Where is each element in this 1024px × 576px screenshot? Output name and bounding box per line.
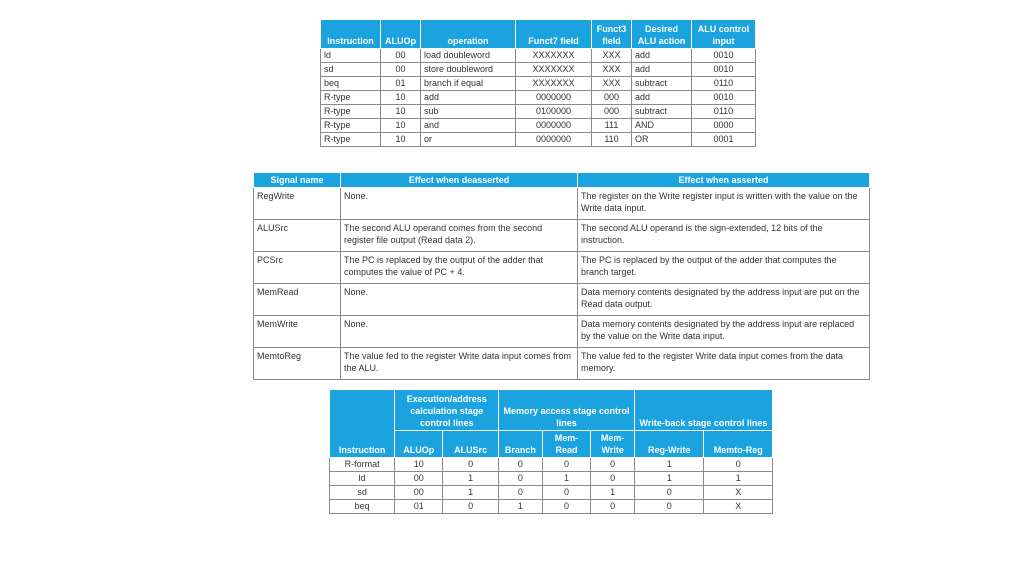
table-cell: Data memory contents designated by the address input are replaced by the value on the Write data input. <box>578 316 870 348</box>
table-cell: 0110 <box>692 105 756 119</box>
table-cell: 00 <box>381 63 421 77</box>
alusrc-subheader: ALUSrc <box>443 431 499 458</box>
table-row <box>254 252 870 284</box>
alu-control-table <box>320 19 756 147</box>
table-cell: subtract <box>632 105 692 119</box>
table-cell: ALUSrc <box>254 220 341 252</box>
table-cell: 0100000 <box>516 105 592 119</box>
table-cell: 1 <box>443 486 499 500</box>
table-cell: 0 <box>591 472 635 486</box>
pipeline-group-header-row <box>330 390 773 431</box>
control-signals-header-row <box>254 173 870 188</box>
alu-control-header-cell: Funct3 field <box>592 20 632 49</box>
control-signals-header-cell: Effect when deasserted <box>341 173 578 188</box>
table-cell: 0 <box>591 458 635 472</box>
table-row <box>321 119 756 133</box>
table-cell: 10 <box>395 458 443 472</box>
alu-control-header-cell: ALUOp <box>381 20 421 49</box>
instruction-header: Instruction <box>330 390 395 458</box>
table-cell: None. <box>341 284 578 316</box>
table-row <box>330 472 773 486</box>
table-cell: AND <box>632 119 692 133</box>
table-cell: X <box>704 500 773 514</box>
table-cell: 0 <box>591 500 635 514</box>
table-cell: 1 <box>542 472 591 486</box>
writeback-group-header: Write-back stage control lines <box>634 390 772 431</box>
table-cell: store doubleword <box>421 63 516 77</box>
table-cell: 0 <box>499 458 543 472</box>
table-cell: 1 <box>443 472 499 486</box>
table-cell: 1 <box>634 472 704 486</box>
table-cell: sd <box>321 63 381 77</box>
control-signals-header-cell: Signal name <box>254 173 341 188</box>
table-cell: add <box>632 49 692 63</box>
table-cell: add <box>632 91 692 105</box>
table-cell: The value fed to the register Write data input comes from the ALU. <box>341 348 578 380</box>
alu-control-header-cell: Instruction <box>321 20 381 49</box>
table-cell: 10 <box>381 119 421 133</box>
table-cell: XXX <box>592 49 632 63</box>
control-signals-table <box>253 172 870 380</box>
table-cell: 0 <box>542 486 591 500</box>
table-cell: R-type <box>321 91 381 105</box>
table-cell: 10 <box>381 105 421 119</box>
table-cell: or <box>421 133 516 147</box>
table-cell: 01 <box>395 500 443 514</box>
memread-subheader: Mem-Read <box>542 431 591 458</box>
table-cell: Data memory contents designated by the address input are put on the Read data output. <box>578 284 870 316</box>
table-cell: OR <box>632 133 692 147</box>
table-row <box>254 188 870 220</box>
table-cell: 00 <box>395 486 443 500</box>
aluop-subheader: ALUOp <box>395 431 443 458</box>
alu-control-header-cell: ALU control input <box>692 20 756 49</box>
table-cell: 10 <box>381 91 421 105</box>
table-cell: X <box>704 486 773 500</box>
control-signals-body <box>254 188 870 380</box>
table-cell: RegWrite <box>254 188 341 220</box>
table-row <box>321 91 756 105</box>
table-cell: 0000000 <box>516 133 592 147</box>
alu-control-header-cell: operation <box>421 20 516 49</box>
pipeline-control-table <box>329 389 773 514</box>
table-cell: load doubleword <box>421 49 516 63</box>
memtoreg-subheader: Memto-Reg <box>704 431 773 458</box>
table-cell: ld <box>321 49 381 63</box>
alu-control-header-row <box>321 20 756 49</box>
table-cell: XXXXXXX <box>516 49 592 63</box>
table-cell: sub <box>421 105 516 119</box>
table-cell: 0 <box>542 458 591 472</box>
table-cell: MemRead <box>254 284 341 316</box>
table-cell: R-type <box>321 119 381 133</box>
table-cell: 0 <box>499 486 543 500</box>
table-cell: 0000000 <box>516 91 592 105</box>
table-cell: The register on the Write register input is written with the value on the Write data input. <box>578 188 870 220</box>
table-cell: 1 <box>704 472 773 486</box>
table-cell: 110 <box>592 133 632 147</box>
table-cell: R-format <box>330 458 395 472</box>
table-cell: 10 <box>381 133 421 147</box>
table-cell: XXX <box>592 63 632 77</box>
table-row <box>321 133 756 147</box>
table-cell: 0 <box>634 486 704 500</box>
table-row <box>321 63 756 77</box>
control-signals-header-cell: Effect when asserted <box>578 173 870 188</box>
table-cell: 0 <box>704 458 773 472</box>
branch-subheader: Branch <box>499 431 543 458</box>
table-row <box>321 49 756 63</box>
table-cell: MemtoReg <box>254 348 341 380</box>
table-cell: The second ALU operand is the sign-extended, 12 bits of the instruction. <box>578 220 870 252</box>
table-cell: 0 <box>542 500 591 514</box>
table-row <box>321 77 756 91</box>
execution-group-header: Execution/address calculation stage control lines <box>395 390 499 431</box>
table-cell: subtract <box>632 77 692 91</box>
table-cell: 0 <box>443 458 499 472</box>
table-cell: ld <box>330 472 395 486</box>
table-cell: None. <box>341 316 578 348</box>
table-cell: 0 <box>634 500 704 514</box>
table-cell: 0 <box>443 500 499 514</box>
table-row <box>254 284 870 316</box>
table-cell: 0010 <box>692 49 756 63</box>
table-cell: 0 <box>499 472 543 486</box>
table-row <box>330 458 773 472</box>
table-cell: PCSrc <box>254 252 341 284</box>
table-cell: add <box>632 63 692 77</box>
table-row <box>254 348 870 380</box>
table-cell: XXX <box>592 77 632 91</box>
table-cell: branch if equal <box>421 77 516 91</box>
table-cell: add <box>421 91 516 105</box>
table-cell: The PC is replaced by the output of the adder that computes the branch target. <box>578 252 870 284</box>
table-cell: 1 <box>634 458 704 472</box>
table-row <box>330 500 773 514</box>
table-cell: None. <box>341 188 578 220</box>
table-cell: 01 <box>381 77 421 91</box>
memwrite-subheader: Mem-Write <box>591 431 635 458</box>
table-cell: The second ALU operand comes from the second register file output (Read data 2). <box>341 220 578 252</box>
memory-group-header: Memory access stage control lines <box>499 390 635 431</box>
alu-control-header-cell: Desired ALU action <box>632 20 692 49</box>
table-cell: 111 <box>592 119 632 133</box>
table-row <box>254 220 870 252</box>
table-cell: 0000 <box>692 119 756 133</box>
table-cell: 0010 <box>692 63 756 77</box>
table-cell: R-type <box>321 105 381 119</box>
table-cell: 00 <box>381 49 421 63</box>
table-cell: sd <box>330 486 395 500</box>
table-cell: 00 <box>395 472 443 486</box>
table-cell: 0000000 <box>516 119 592 133</box>
table-row <box>330 486 773 500</box>
table-row <box>321 105 756 119</box>
table-cell: The PC is replaced by the output of the adder that computes the value of PC + 4. <box>341 252 578 284</box>
table-cell: R-type <box>321 133 381 147</box>
regwrite-subheader: Reg-Write <box>634 431 704 458</box>
alu-control-body <box>321 49 756 147</box>
table-cell: MemWrite <box>254 316 341 348</box>
table-cell: 0001 <box>692 133 756 147</box>
table-cell: beq <box>321 77 381 91</box>
pipeline-subheader-row <box>330 431 773 458</box>
table-cell: 0110 <box>692 77 756 91</box>
table-cell: beq <box>330 500 395 514</box>
table-row <box>254 316 870 348</box>
alu-control-header-cell: Funct7 field <box>516 20 592 49</box>
table-cell: XXXXXXX <box>516 63 592 77</box>
table-cell: 1 <box>499 500 543 514</box>
table-cell: 000 <box>592 105 632 119</box>
table-cell: and <box>421 119 516 133</box>
table-cell: 000 <box>592 91 632 105</box>
pipeline-control-body <box>330 458 773 514</box>
table-cell: 1 <box>591 486 635 500</box>
table-cell: XXXXXXX <box>516 77 592 91</box>
table-cell: The value fed to the register Write data input comes from the data memory. <box>578 348 870 380</box>
table-cell: 0010 <box>692 91 756 105</box>
